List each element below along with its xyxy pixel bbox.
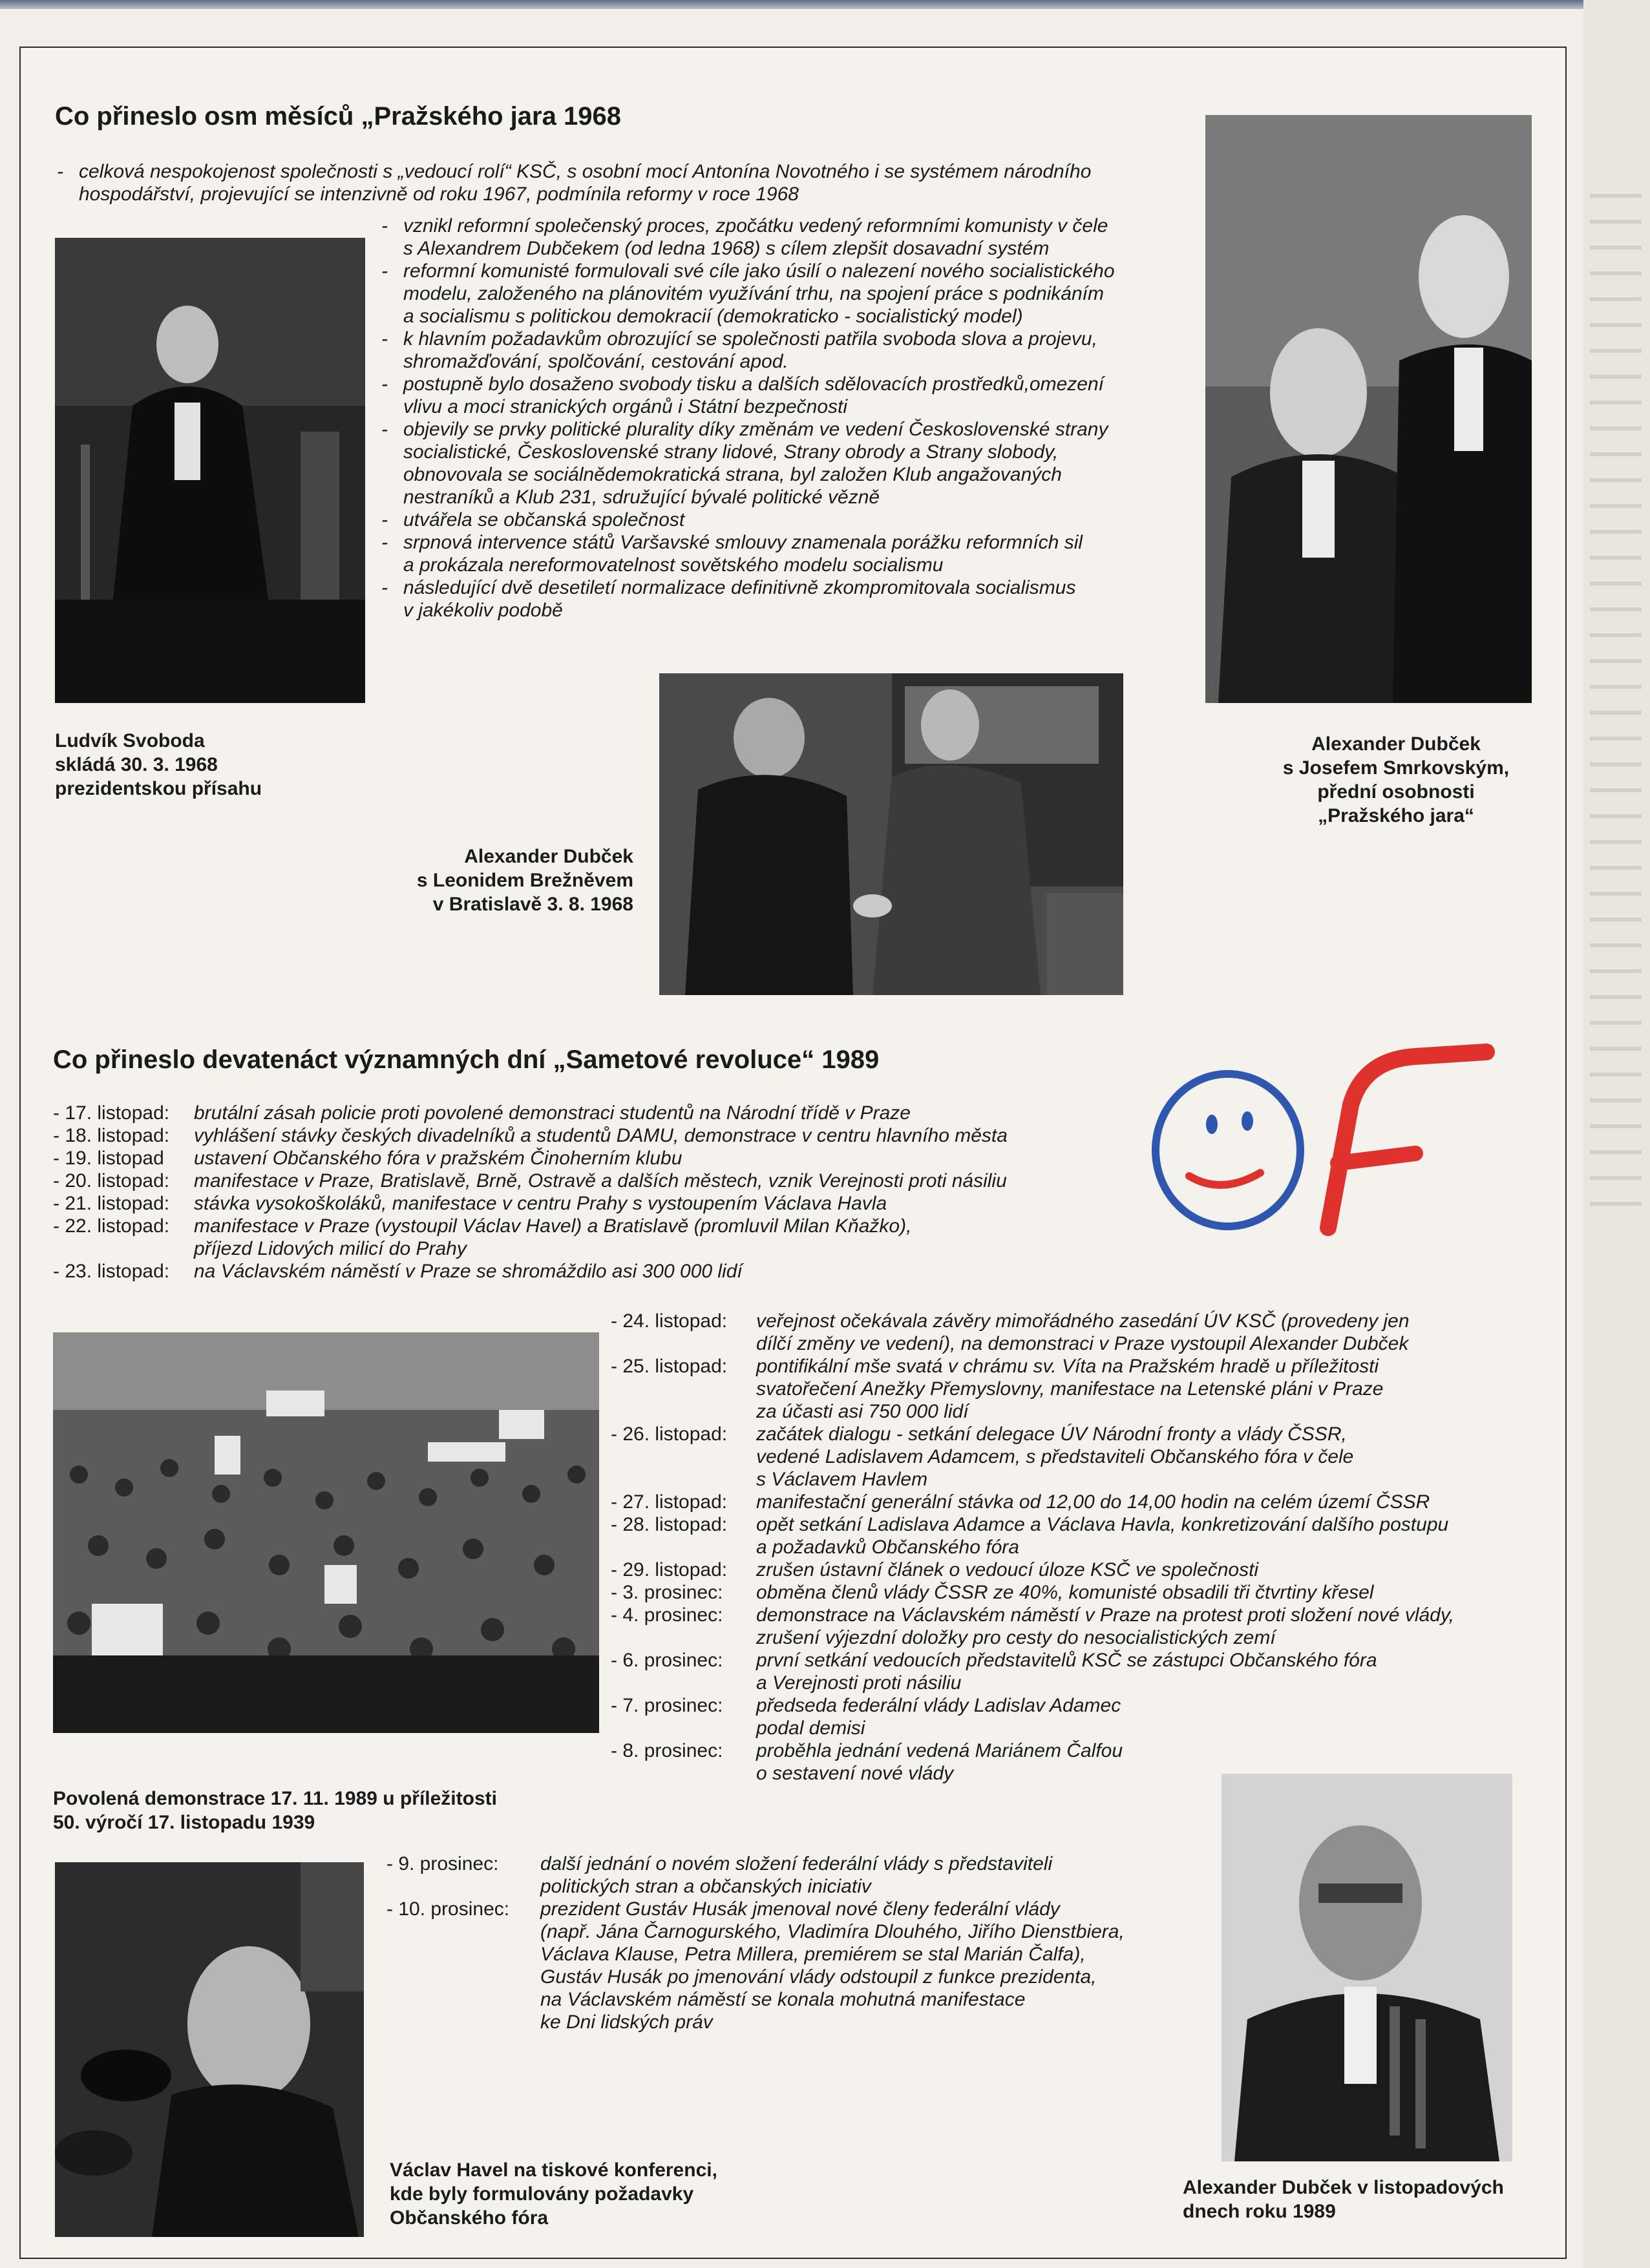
event-row: - 27. listopad: manifestační generální stávka od 12,00 do 14,00 hodin na celém území ČSSR xyxy=(611,1491,1430,1513)
photo-dubcek-smrkovsky xyxy=(1205,115,1532,703)
photo-dubcek-1989 xyxy=(1222,1774,1512,2161)
event-row: - 8. prosinec: proběhla jednání vedená Mariánem Čalfou o sestavení nové vlády xyxy=(611,1740,1123,1784)
event-row: - 28. listopad: opět setkání Ladislava Adamce a Václava Havla, konkretizování dalšího postupu a požadavků Občanského fóra xyxy=(611,1514,1449,1558)
event-row: - 4. prosinec: demonstrace na Václavském náměstí v Praze na protest proti složení nové vlády, zrušení výjezdní doložky pro cesty do nesocialistických zemí xyxy=(611,1604,1454,1648)
event-row: - 24. listopad: veřejnost očekávala závěry mimořádného zasedání ÚV KSČ (provedeny jen dílčí změny ve vedení), na demonstraci v Praze vystoupil Alexander Dubček xyxy=(611,1310,1410,1354)
list-item: - utvářela se občanská společnost xyxy=(381,509,1209,531)
intro-line-1: celková nespokojenost společnosti s „vedoucí rolí“ KSČ, s osobní mocí Antonína Novotného i se systémem národního xyxy=(79,161,1092,182)
list-item: - objevily se prvky politické plurality díky změnám ve vedení Československé strany socialistické, Československé strany lidové, Strany obrody a Strany slobody, obnovovala se sociálnědemokratická strana, byl založen Klub angažovaných nestraníků a Klub 231, sdružující bývalé politické vězně xyxy=(381,418,1209,509)
list-item: - k hlavním požadavkům obrozující se společnosti patřila svoboda slova a projevu, shromažďování, spolčování, cestování apod. xyxy=(381,328,1209,373)
of-logo xyxy=(1144,1034,1512,1241)
caption-svoboda: Ludvík Svoboda skládá 30. 3. 1968 prezidentskou přísahu xyxy=(55,730,262,799)
event-row: - 22. listopad: manifestace v Praze (vystoupil Václav Havel) a Bratislavě (promluvil Milan Kňažko), příjezd Lidových milicí do Prahy xyxy=(53,1215,912,1259)
event-row: - 26. listopad: začátek dialogu - setkání delegace ÚV Národní fronty a vlády ČSSR, vedené Ladislavem Adamcem, s představiteli Občanského fóra v čele s Václavem Havlem xyxy=(611,1423,1354,1490)
event-row: - 17. listopad: brutální zásah policie proti povolené demonstraci studentů na Národní třídě v Praze xyxy=(53,1102,911,1124)
list-item: - reformní komunisté formulovali své cíle jako úsilí o nalezení nového socialistického modelu, založeného na plánovitém využívání trhu, na spojení práce s podnikáním a socialismu s politickou demokracií (demokraticko - socialistický model) xyxy=(381,260,1209,328)
event-row: - 10. prosinec: prezident Gustáv Husák jmenoval nové členy federální vlády (např. Jána Čarnogurského, Vladimíra Dlouhého, Jiřího Dienstbiera, Václava Klause, Petra Millera, premiérem se stal Marián Čalfa), Gustáv Husák po jmenování vlády odstoupil z funkce prezidenta, na Václavském náměstí se konala mohutná manifestace ke Dni lidských práv xyxy=(386,1898,1125,2033)
event-row: - 6. prosinec: první setkání vedoucích představitelů KSČ se zástupci Občanského fóra a Verejnosti proti násiliu xyxy=(611,1650,1377,1694)
section1-bullet-list xyxy=(381,215,1209,622)
caption-breznev: Alexander Dubček s Leonidem Brežněvem v Bratislavě 3. 8. 1968 xyxy=(416,846,633,915)
photo-havel xyxy=(55,1862,364,2237)
section1-title: Co přineslo osm měsíců „Pražského jara 1968 xyxy=(55,102,621,131)
caption-havel: Václav Havel na tiskové konferenci, kde byly formulovány požadavky Občanského fóra xyxy=(390,2159,717,2229)
events-list-a xyxy=(53,1102,1152,1283)
event-row: - 9. prosinec: další jednání o novém složení federální vlády s představiteli politických stran a občanských iniciativ xyxy=(386,1853,1053,1897)
events-list-b xyxy=(611,1310,1541,1785)
bleed-through-lines xyxy=(1590,194,1642,1228)
event-row: - 7. prosinec: předseda federální vlády Ladislav Adamec podal demisi xyxy=(611,1695,1121,1739)
list-item: - vznikl reformní společenský proces, zpočátku vedený reformními komunisty v čele s Alexandrem Dubčekem (od ledna 1968) s cílem zlepšit dosavadní systém xyxy=(381,215,1209,260)
event-row: - 3. prosinec: obměna členů vlády ČSSR ze 40%, komunisté obsadili tři čtvrtiny křesel xyxy=(611,1582,1374,1603)
list-item: - postupně bylo dosaženo svobody tisku a dalších sdělovacích prostředků,omezení vlivu a moci stranických orgánů i Státní bezpečnosti xyxy=(381,373,1209,418)
event-row: - 29. listopad: zrušen ústavní článek o vedoucí úloze KSČ ve společnosti xyxy=(611,1559,1259,1580)
event-row: - 21. listopad: stávka vysokoškoláků, manifestace v centru Prahy s vystoupením Václava Havla xyxy=(53,1193,887,1214)
caption-dubcek-1989: Alexander Dubček v listopadových dnech roku 1989 xyxy=(1183,2177,1504,2222)
intro-line-2: hospodářství, projevující se intenzivně od roku 1967, podmínila reformy v roce 1968 xyxy=(79,184,799,205)
event-row: - 19. listopad ustavení Občanského fóra v pražském Činoherním klubu xyxy=(53,1148,682,1169)
list-item: - následující dvě desetiletí normalizace definitivně zkompromitovala socialismus v jakékoliv podobě xyxy=(381,576,1209,622)
section1-intro: - celková nespokojenost společnosti s „vedoucí rolí“ KSČ, s osobní mocí Antonína Novotného i se systémem národního hospodářství, projevující se intenzivně od roku 1967, podmínila reformy v roce 1968 xyxy=(57,161,1092,205)
list-item: - srpnová intervence států Varšavské smlouvy znamenala porážku reformních sil a prokázala nereformovatelnost sovětského modelu socialismu xyxy=(381,531,1209,576)
photo-demonstration xyxy=(53,1332,599,1733)
event-row: - 18. listopad: vyhlášení stávky českých divadelníků a studentů DAMU, demonstrace v centru hlavního města xyxy=(53,1125,1008,1146)
caption-demonstration: Povolená demonstrace 17. 11. 1989 u příležitosti 50. výročí 17. listopadu 1939 xyxy=(53,1788,497,1833)
photo-dubcek-breznev xyxy=(659,673,1123,995)
events-list-c xyxy=(386,1853,1227,2033)
photo-svoboda-oath xyxy=(55,238,365,703)
top-edge-band xyxy=(0,0,1650,9)
event-row: - 20. listopad: manifestace v Praze, Bratislavě, Brně, Ostravě a dalších městech, vznik Verejnosti proti násiliu xyxy=(53,1170,1007,1192)
event-row: - 25. listopad: pontifikální mše svatá v chrámu sv. Víta na Pražském hradě u příležitosti svatořečení Anežky Přemyslovny, manifestace na Letenské pláni v Praze za účasti asi 750 000 lidí xyxy=(611,1356,1384,1422)
caption-smrkovsky: Alexander Dubček s Josefem Smrkovským, přední osobnosti „Pražského jara“ xyxy=(1282,733,1510,826)
event-row: - 23. listopad: na Václavském náměstí v Praze se shromáždilo asi 300 000 lidí xyxy=(53,1261,743,1282)
section2-title: Co přineslo devatenáct významných dní „Sametové revoluce“ 1989 xyxy=(53,1045,880,1074)
